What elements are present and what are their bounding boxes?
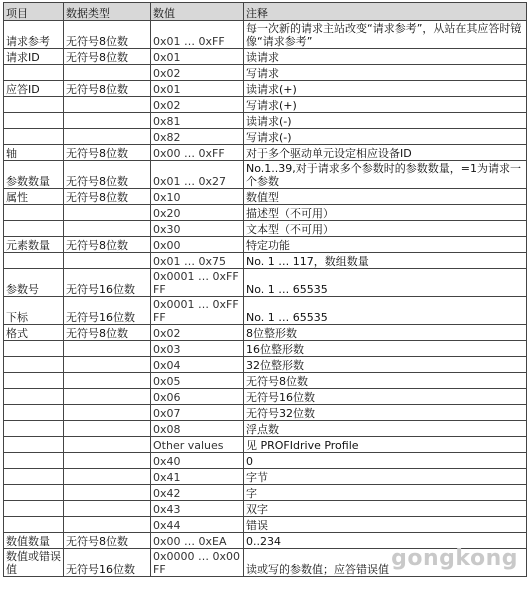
cell-item: 数值数量	[4, 533, 64, 549]
cell-note: 无符号8位数	[244, 373, 527, 389]
cell-note: 每一次新的请求主站改变“请求参考”，从站在其应答时镜像“请求参考”	[244, 21, 527, 49]
table-row	[4, 469, 527, 485]
cell-note: 见 PROFIdrive Profile	[244, 437, 527, 453]
cell-datatype: 无符号8位数	[64, 325, 151, 341]
cell-datatype: 无符号16位数	[64, 549, 151, 577]
cell-datatype	[64, 129, 151, 145]
cell-value: 0x01 … 0xFF	[151, 21, 244, 49]
cell-note: 文本型（不可用）	[244, 221, 527, 237]
table-row	[4, 129, 527, 145]
cell-datatype	[64, 485, 151, 501]
cell-item	[4, 437, 64, 453]
cell-value: 0x07	[151, 405, 244, 421]
cell-datatype: 无符号8位数	[64, 21, 151, 49]
cell-note: 0	[244, 453, 527, 469]
cell-datatype: 无符号16位数	[64, 269, 151, 297]
cell-value: 0x42	[151, 485, 244, 501]
cell-note: No.1..39,对于请求多个参数时的参数数量，=1为请求一个参数	[244, 161, 527, 189]
cell-value: 0x0000 … 0x00FF	[151, 549, 244, 577]
table-row	[4, 269, 527, 297]
table-row	[4, 437, 527, 453]
cell-value: 0x01	[151, 81, 244, 97]
table-row	[4, 221, 527, 237]
header-item: 项目	[4, 3, 64, 21]
cell-item	[4, 469, 64, 485]
table-row	[4, 517, 527, 533]
table-row	[4, 253, 527, 269]
table-body	[4, 21, 527, 577]
cell-value: 0x00 … 0xFF	[151, 145, 244, 161]
cell-datatype: 无符号16位数	[64, 297, 151, 325]
cell-note: 对于多个驱动单元设定相应设备ID	[244, 145, 527, 161]
cell-datatype	[64, 453, 151, 469]
table-row	[4, 205, 527, 221]
cell-value: 0x02	[151, 97, 244, 113]
table-row	[4, 373, 527, 389]
cell-item	[4, 485, 64, 501]
cell-value: 0x20	[151, 205, 244, 221]
header-note: 注释	[244, 3, 527, 21]
table-row	[4, 189, 527, 205]
table-row	[4, 453, 527, 469]
cell-value: 0x03	[151, 341, 244, 357]
cell-datatype	[64, 469, 151, 485]
cell-datatype	[64, 437, 151, 453]
cell-item	[4, 357, 64, 373]
cell-value: 0x0001 … 0xFFFF	[151, 297, 244, 325]
cell-value: 0x44	[151, 517, 244, 533]
table-row	[4, 49, 527, 65]
cell-note: 无符号16位数	[244, 389, 527, 405]
cell-datatype: 无符号8位数	[64, 145, 151, 161]
cell-note: 字节	[244, 469, 527, 485]
cell-datatype	[64, 373, 151, 389]
cell-datatype	[64, 221, 151, 237]
header-row	[4, 3, 527, 21]
table-row	[4, 405, 527, 421]
cell-value: 0x08	[151, 421, 244, 437]
cell-item	[4, 517, 64, 533]
watermark-logo: gongkong	[391, 546, 518, 571]
table-row	[4, 325, 527, 341]
table-row	[4, 113, 527, 129]
cell-item: 请求ID	[4, 49, 64, 65]
cell-datatype	[64, 65, 151, 81]
cell-value: 0x01 … 0x27	[151, 161, 244, 189]
cell-item: 下标	[4, 297, 64, 325]
table-row	[4, 485, 527, 501]
cell-item	[4, 453, 64, 469]
cell-note: 双字	[244, 501, 527, 517]
cell-note: 数值型	[244, 189, 527, 205]
cell-note: 浮点数	[244, 421, 527, 437]
cell-item: 请求参考	[4, 21, 64, 49]
table-row	[4, 237, 527, 253]
cell-note: 读或写的参数值；应答错误值	[244, 549, 527, 577]
table-row	[4, 81, 527, 97]
cell-value: 0x00	[151, 237, 244, 253]
cell-note: No. 1 … 117，数组数量	[244, 253, 527, 269]
cell-note: 16位整形数	[244, 341, 527, 357]
table-row	[4, 97, 527, 113]
cell-datatype	[64, 405, 151, 421]
cell-item	[4, 129, 64, 145]
cell-value: 0x81	[151, 113, 244, 129]
cell-datatype: 无符号8位数	[64, 161, 151, 189]
table-row	[4, 161, 527, 189]
cell-note: 32位整形数	[244, 357, 527, 373]
cell-item	[4, 221, 64, 237]
cell-note: 写请求(+)	[244, 97, 527, 113]
cell-datatype	[64, 389, 151, 405]
cell-value: 0x02	[151, 65, 244, 81]
cell-item	[4, 501, 64, 517]
cell-item: 数值或错误值	[4, 549, 64, 577]
cell-datatype	[64, 341, 151, 357]
cell-value: 0x0001 … 0xFFFF	[151, 269, 244, 297]
cell-item	[4, 373, 64, 389]
cell-item	[4, 253, 64, 269]
cell-note: 无符号32位数	[244, 405, 527, 421]
cell-note: 写请求(-)	[244, 129, 527, 145]
table-row	[4, 389, 527, 405]
cell-datatype	[64, 113, 151, 129]
header-value: 数值	[151, 3, 244, 21]
cell-datatype: 无符号8位数	[64, 533, 151, 549]
cell-note: No. 1 … 65535	[244, 269, 527, 297]
header-datatype: 数据类型	[64, 3, 151, 21]
table-row	[4, 65, 527, 81]
cell-item: 应答ID	[4, 81, 64, 97]
parameter-table	[3, 2, 527, 577]
table-row	[4, 145, 527, 161]
cell-value: 0x06	[151, 389, 244, 405]
cell-item: 轴	[4, 145, 64, 161]
table-row	[4, 421, 527, 437]
cell-datatype: 无符号8位数	[64, 237, 151, 253]
cell-datatype	[64, 421, 151, 437]
cell-note: 读请求(-)	[244, 113, 527, 129]
cell-value: 0x43	[151, 501, 244, 517]
cell-item	[4, 341, 64, 357]
cell-note: 写请求	[244, 65, 527, 81]
table-row	[4, 297, 527, 325]
cell-note: 读请求	[244, 49, 527, 65]
cell-note: No. 1 … 65535	[244, 297, 527, 325]
cell-datatype	[64, 205, 151, 221]
cell-value: 0x82	[151, 129, 244, 145]
cell-value: 0x01 … 0x75	[151, 253, 244, 269]
parameter-table-container	[3, 2, 527, 577]
cell-note: 特定功能	[244, 237, 527, 253]
cell-value: 0x00 … 0xEA	[151, 533, 244, 549]
cell-item	[4, 65, 64, 81]
cell-datatype	[64, 357, 151, 373]
cell-value: 0x04	[151, 357, 244, 373]
table-row	[4, 341, 527, 357]
cell-datatype	[64, 97, 151, 113]
cell-note: 0..234	[244, 533, 527, 549]
cell-datatype	[64, 501, 151, 517]
cell-value: 0x41	[151, 469, 244, 485]
cell-value: 0x01	[151, 49, 244, 65]
cell-value: 0x05	[151, 373, 244, 389]
cell-value: 0x30	[151, 221, 244, 237]
table-row	[4, 357, 527, 373]
cell-item	[4, 405, 64, 421]
cell-datatype: 无符号8位数	[64, 81, 151, 97]
cell-item: 参数数量	[4, 161, 64, 189]
table-row	[4, 21, 527, 49]
cell-value: 0x10	[151, 189, 244, 205]
cell-datatype	[64, 517, 151, 533]
cell-item: 格式	[4, 325, 64, 341]
cell-note: 读请求(+)	[244, 81, 527, 97]
cell-note: 8位整形数	[244, 325, 527, 341]
cell-datatype: 无符号8位数	[64, 49, 151, 65]
cell-item	[4, 389, 64, 405]
cell-item: 属性	[4, 189, 64, 205]
cell-item	[4, 97, 64, 113]
table-row	[4, 501, 527, 517]
cell-value: 0x02	[151, 325, 244, 341]
cell-note: 描述型（不可用）	[244, 205, 527, 221]
cell-datatype	[64, 253, 151, 269]
cell-item	[4, 113, 64, 129]
cell-note: 字	[244, 485, 527, 501]
cell-datatype: 无符号8位数	[64, 189, 151, 205]
cell-item: 参数号	[4, 269, 64, 297]
cell-item	[4, 421, 64, 437]
cell-value: Other values	[151, 437, 244, 453]
cell-note: 错误	[244, 517, 527, 533]
cell-item: 元素数量	[4, 237, 64, 253]
cell-item	[4, 205, 64, 221]
cell-value: 0x40	[151, 453, 244, 469]
